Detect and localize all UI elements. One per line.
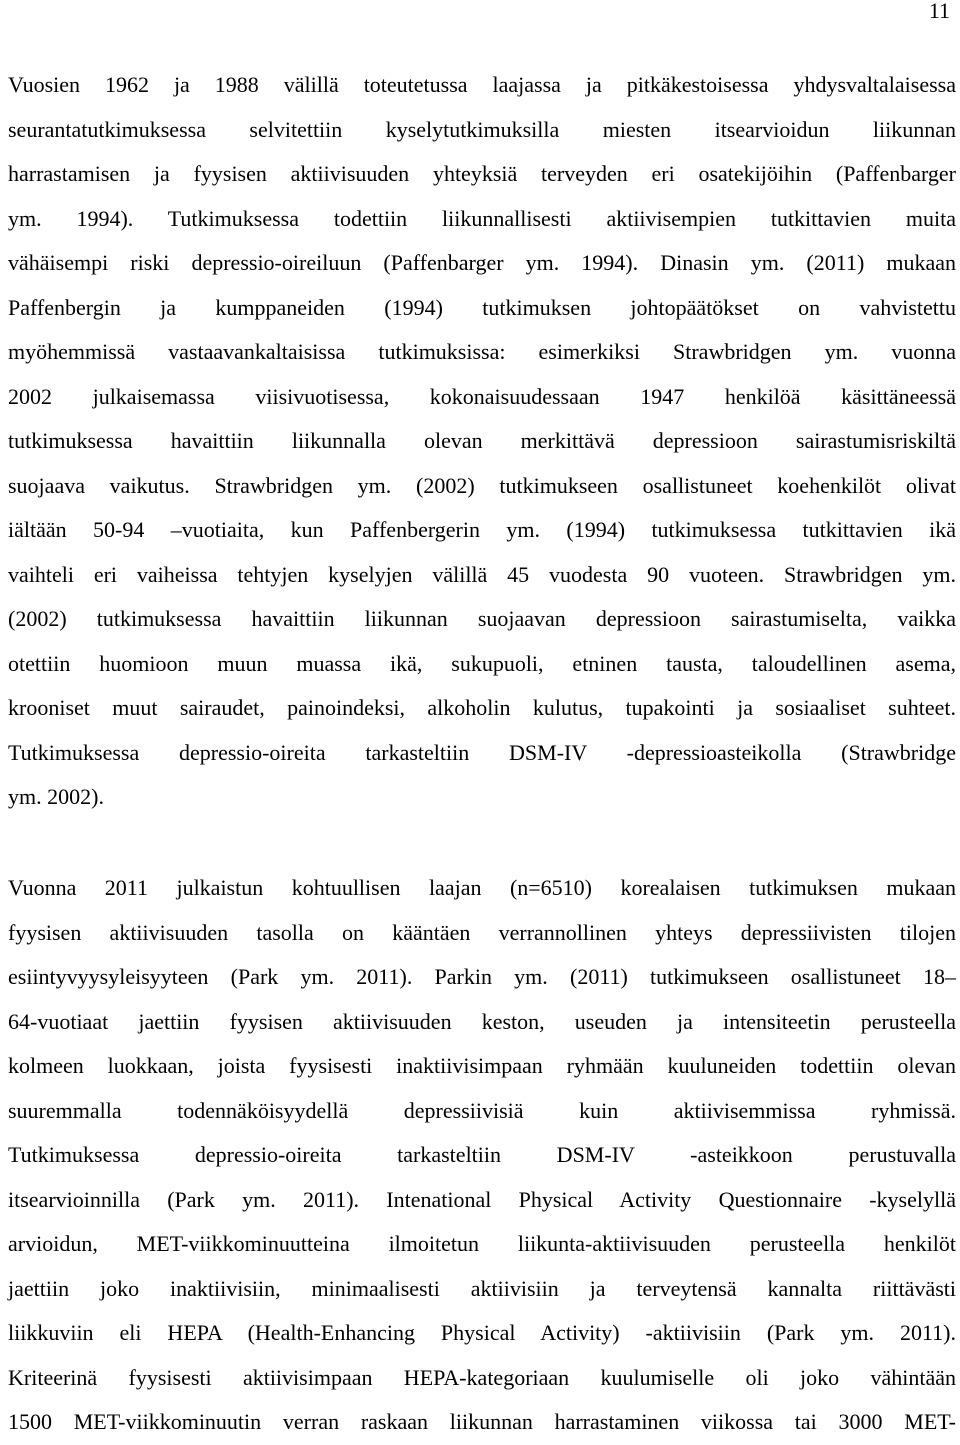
- text-line: 2002 julkaisemassa viisivuotisessa, kokonaisuudessaan 1947 henkilöä käsittäneessä: [8, 383, 956, 409]
- text-line: Vuosien 1962 ja 1988 välillä toteutetussa laajassa ja pitkäkestoisessa yhdysvaltalaisessa: [8, 72, 956, 97]
- text-line: vaihteli eri vaiheissa tehtyjen kyselyjen välillä 45 vuodesta 90 vuoteen. Strawbridgen ym.: [8, 561, 956, 587]
- text-line: ym. 2002).: [8, 784, 104, 809]
- text-line: krooniset muut sairaudet, painoindeksi, alkoholin kulutus, tupakointi ja sosiaaliset suhteet.: [8, 695, 956, 720]
- text-line: itsearvioinnilla (Park ym. 2011). Intenational Physical Activity Questionnaire -kyselyllä: [8, 1186, 956, 1212]
- text-line: jaettiin joko inaktiivisiin, minimaalisesti aktiivisiin ja terveytensä kannalta riittävästi: [8, 1275, 956, 1301]
- text-line: liikkuviin eli HEPA (Health-Enhancing Physical Activity) -aktiivisiin (Park ym. 2011).: [8, 1320, 956, 1345]
- text-line: 64-vuotiaat jaettiin fyysisen aktiivisuuden keston, useuden ja intensiteetin perusteella: [8, 1008, 956, 1034]
- text-line: tutkimuksessa havaittiin liikunnalla olevan merkittävä depressioon sairastumisriskiltä: [8, 428, 956, 453]
- page-number: 11: [928, 0, 950, 23]
- text-line: suuremmalla todennäköisyydellä depressiivisiä kuin aktiivisemmissa ryhmissä.: [8, 1097, 956, 1123]
- text-line: harrastamisen ja fyysisen aktiivisuuden yhteyksiä terveyden eri osatekijöihin (Paffenbarger: [8, 161, 956, 186]
- text-line: Tutkimuksessa depressio-oireita tarkasteltiin DSM-IV -depressioasteikolla (Strawbridge: [8, 739, 956, 765]
- text-line: esiintyvyysyleisyyteen (Park ym. 2011). Parkin ym. (2011) tutkimukseen osallistuneet 18–: [8, 964, 956, 989]
- text-line: otettiin huomioon muun muassa ikä, sukupuoli, etninen tausta, taloudellinen asema,: [8, 650, 956, 676]
- text-line: Kriteerinä fyysisesti aktiivisimpaan HEPA-kategoriaan kuulumiselle oli joko vähintään: [8, 1364, 956, 1390]
- text-line: ym. 1994). Tutkimuksessa todettiin liikunnallisesti aktiivisempien tutkittavien muita: [8, 205, 956, 231]
- text-line: fyysisen aktiivisuuden tasolla on kääntäen verrannollinen yhteys depressiivisten tilojen: [8, 919, 956, 945]
- text-line: Tutkimuksessa depressio-oireita tarkasteltiin DSM-IV -asteikkoon perustuvalla: [8, 1142, 956, 1167]
- paragraph-park-study: [8, 866, 956, 1445]
- text-line: iältään 50-94 –vuotiaita, kun Paffenbergerin ym. (1994) tutkimuksessa tutkittavien ikä: [8, 517, 956, 542]
- text-line: suojaava vaikutus. Strawbridgen ym. (2002) tutkimukseen osallistuneet koehenkilöt olivat: [8, 472, 956, 498]
- text-line: Vuonna 2011 julkaistun kohtuullisen laajan (n=6510) korealaisen tutkimuksen mukaan: [8, 875, 956, 900]
- text-line: Paffenbergin ja kumppaneiden (1994) tutkimuksen johtopäätökset on vahvistettu: [8, 294, 956, 320]
- text-line: 1500 MET-viikkominuutin verran raskaan liikunnan harrastaminen viikossa tai 3000 MET-: [8, 1409, 956, 1434]
- text-line: myöhemmissä vastaavankaltaisissa tutkimuksissa: esimerkiksi Strawbridgen ym. vuonna: [8, 339, 956, 364]
- text-line: vähäisempi riski depressio-oireiluun (Paffenbarger ym. 1994). Dinasin ym. (2011) mukaan: [8, 250, 956, 275]
- paragraph-paffenbarger-strawbridge: [8, 63, 956, 820]
- text-line: kolmeen luokkaan, joista fyysisesti inaktiivisimpaan ryhmään kuuluneiden todettiin olevan: [8, 1053, 956, 1078]
- text-line: (2002) tutkimuksessa havaittiin liikunnan suojaavan depressioon sairastumiselta, vaikka: [8, 606, 956, 631]
- text-line: seurantatutkimuksessa selvitettiin kyselytutkimuksilla miesten itsearvioidun liikunnan: [8, 116, 956, 142]
- text-line: arvioidun, MET-viikkominuutteina ilmoitetun liikunta-aktiivisuuden perusteella henkilöt: [8, 1231, 956, 1256]
